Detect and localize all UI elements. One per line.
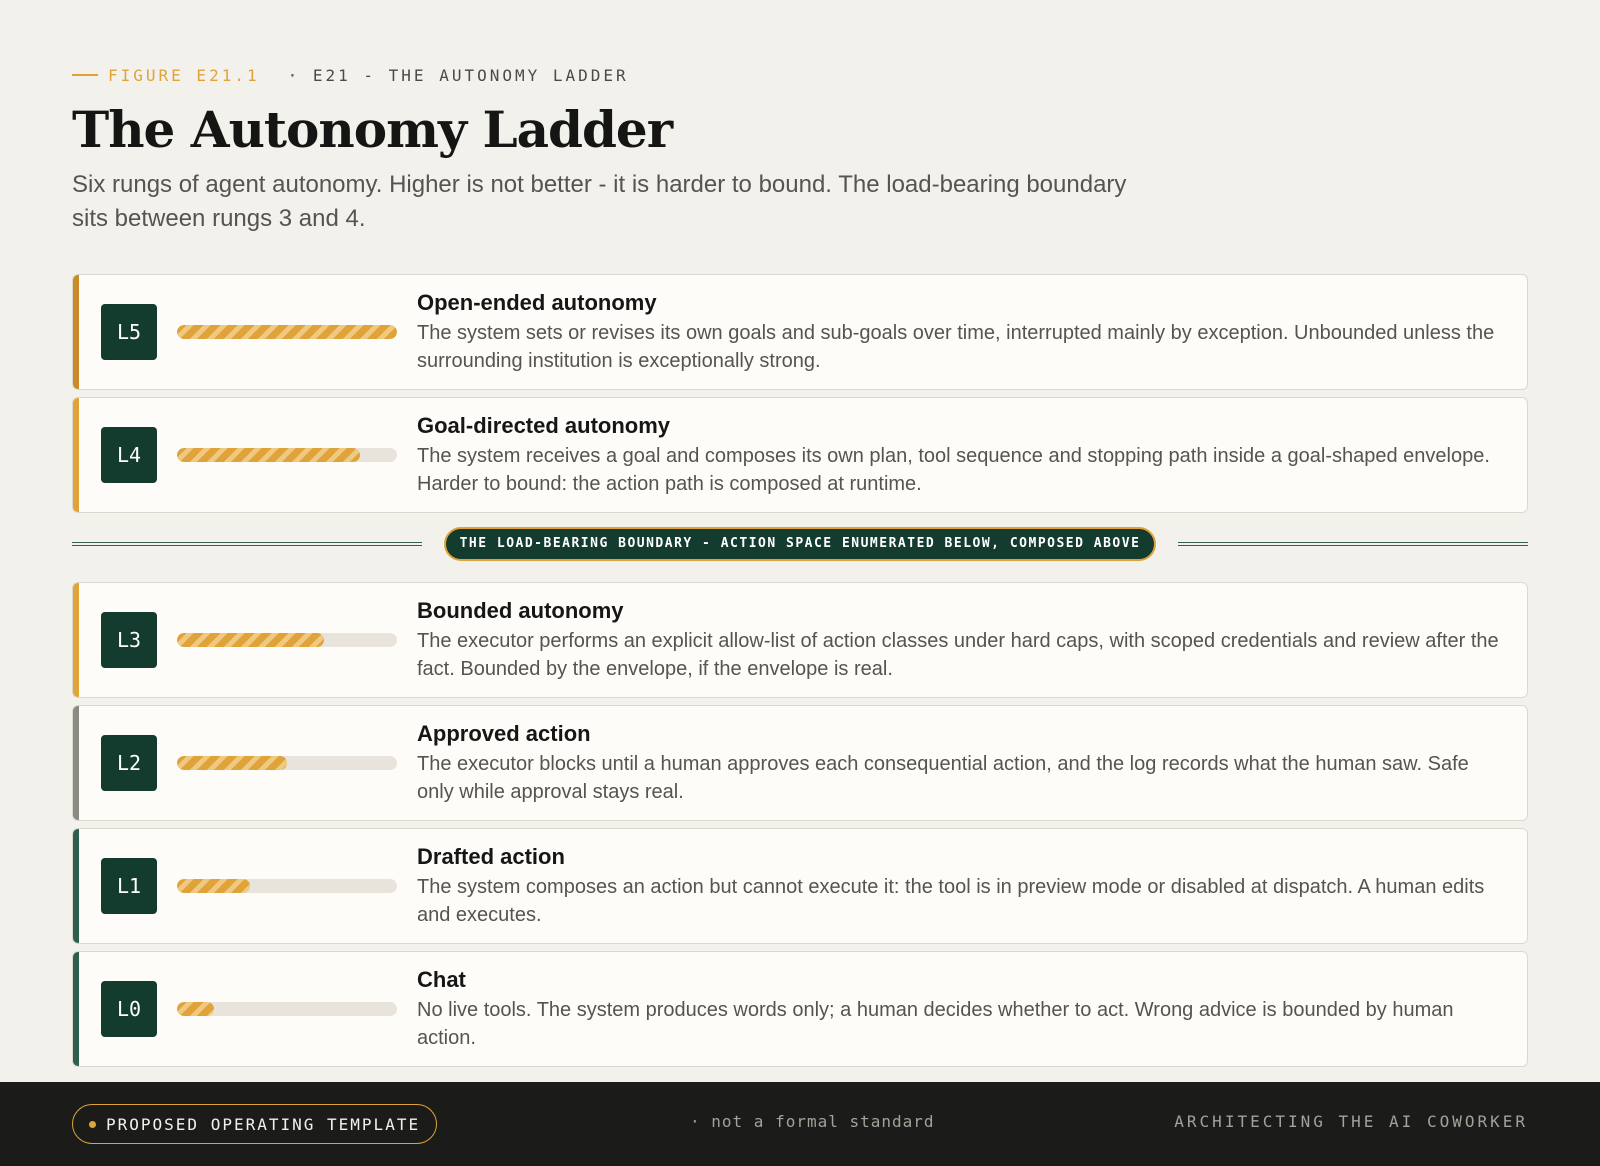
rung-description: No live tools. The system produces words only; a human decides whether to act. Wrong advice is bounded by human action.	[417, 999, 1454, 1049]
autonomy-bar-fill	[177, 1002, 214, 1016]
load-bearing-boundary	[72, 522, 1528, 566]
rung-title: Open-ended autonomy	[417, 290, 657, 315]
rung-accent	[73, 829, 79, 943]
rung-description: The system receives a goal and composes its own plan, tool sequence and stopping path inside a goal-shaped envelope. Harder to bound: the action path is composed at runtime.	[417, 445, 1490, 495]
page-subtitle: Six rungs of agent autonomy. Higher is not better - it is harder to bound. The load-bearing boundary sits between rungs 3 and 4.	[72, 171, 1127, 232]
autonomy-bar	[177, 448, 397, 462]
footer-note: · not a formal standard	[690, 1112, 935, 1131]
rung-l4	[72, 397, 1528, 513]
footer-badge	[72, 1104, 437, 1144]
boundary-line-left	[72, 542, 422, 546]
rung-title: Goal-directed autonomy	[417, 413, 671, 438]
rung-text	[417, 289, 1527, 375]
rung-text	[417, 720, 1527, 806]
rung-level-badge: L1	[101, 858, 157, 914]
footer	[0, 1082, 1600, 1166]
autonomy-bar	[177, 756, 397, 770]
rung-accent	[73, 706, 79, 820]
rung-accent	[73, 398, 79, 512]
autonomy-bar	[177, 1002, 397, 1016]
rung-text	[417, 843, 1527, 929]
rung-accent	[73, 275, 79, 389]
autonomy-bar-fill	[177, 633, 324, 647]
autonomy-ladder	[72, 274, 1528, 1074]
rung-level-badge: L0	[101, 981, 157, 1037]
autonomy-bar	[177, 633, 397, 647]
footer-brand: ARCHITECTING THE AI COWORKER	[1174, 1112, 1528, 1131]
rung-description: The executor performs an explicit allow-list of action classes under hard caps, with scoped credentials and review after the fact. Bounded by the envelope, if the envelope is real.	[417, 630, 1499, 680]
rung-l2	[72, 705, 1528, 821]
boundary-label: THE LOAD-BEARING BOUNDARY - ACTION SPACE ENUMERATED BELOW, COMPOSED ABOVE	[444, 527, 1157, 561]
rung-title: Bounded autonomy	[417, 598, 624, 623]
autonomy-bar-fill	[177, 448, 360, 462]
rung-l5	[72, 274, 1528, 390]
rung-accent	[73, 952, 79, 1066]
autonomy-bar-fill	[177, 756, 287, 770]
page-title: The Autonomy Ladder	[72, 100, 673, 159]
rungs-below-boundary	[72, 582, 1528, 1067]
rung-title: Drafted action	[417, 844, 565, 869]
rung-title: Approved action	[417, 721, 591, 746]
autonomy-bar-fill	[177, 879, 250, 893]
rungs-above-boundary	[72, 274, 1528, 513]
rung-description: The system sets or revises its own goals and sub-goals over time, interrupted mainly by exception. Unbounded unless the surrounding institution is exceptionally strong.	[417, 322, 1495, 372]
section-label: · E21 - THE AUTONOMY LADDER	[287, 65, 629, 85]
rung-l0	[72, 951, 1528, 1067]
rung-l1	[72, 828, 1528, 944]
eyebrow	[72, 64, 1532, 86]
boundary-line-right	[1178, 542, 1528, 546]
rung-description: The executor blocks until a human approves each consequential action, and the log records what the human saw. Safe only while approval stays real.	[417, 753, 1469, 803]
rung-l3	[72, 582, 1528, 698]
autonomy-bar	[177, 325, 397, 339]
rung-text	[417, 966, 1527, 1052]
rung-title: Chat	[417, 967, 466, 992]
figure-header	[72, 64, 1532, 236]
footer-badge-label: PROPOSED OPERATING TEMPLATE	[106, 1114, 421, 1134]
dot-icon	[89, 1121, 96, 1128]
rung-accent	[73, 583, 79, 697]
rung-description: The system composes an action but cannot execute it: the tool is in preview mode or disabled at dispatch. A human edits and executes.	[417, 876, 1485, 926]
autonomy-bar	[177, 879, 397, 893]
rung-text	[417, 412, 1527, 498]
eyebrow-rule	[72, 74, 98, 76]
figure-label: FIGURE E21.1	[108, 65, 260, 85]
rung-level-badge: L4	[101, 427, 157, 483]
autonomy-bar-fill	[177, 325, 397, 339]
rung-level-badge: L5	[101, 304, 157, 360]
rung-level-badge: L3	[101, 612, 157, 668]
rung-text	[417, 597, 1527, 683]
rung-level-badge: L2	[101, 735, 157, 791]
